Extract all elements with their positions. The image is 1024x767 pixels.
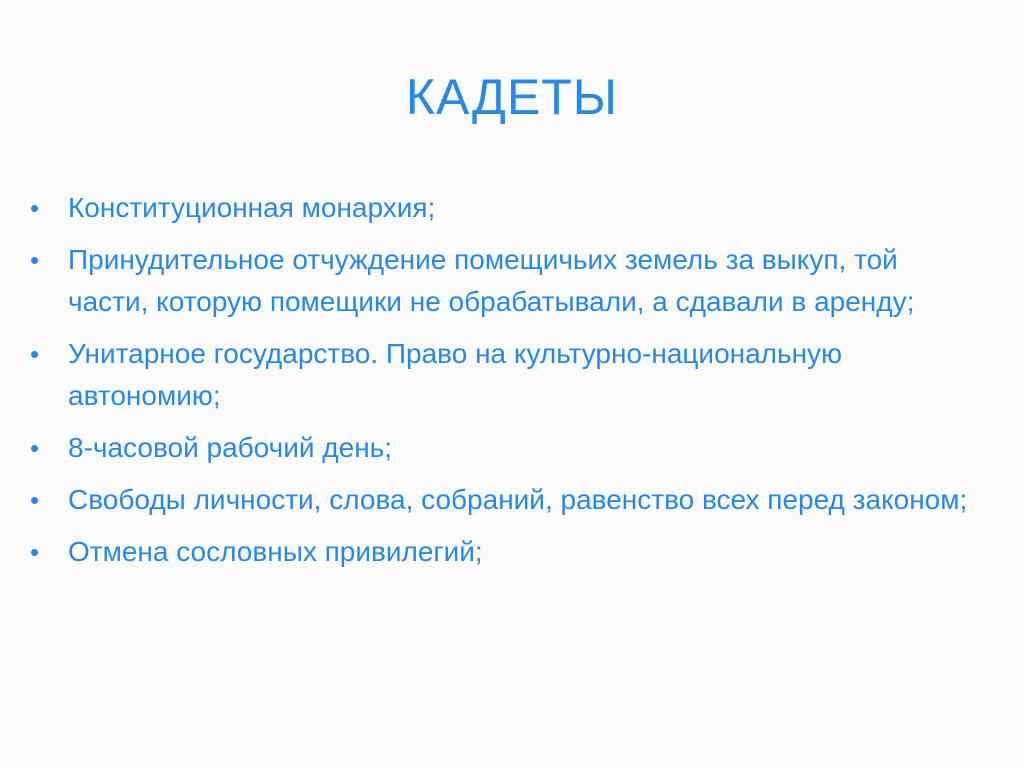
bullet-icon: • <box>30 339 40 369</box>
list-item <box>30 187 970 229</box>
bullet-icon: • <box>30 537 40 567</box>
list-item <box>30 531 970 573</box>
bullet-list <box>30 187 970 583</box>
list-item-text: 8-часовой рабочий день; <box>68 432 393 463</box>
list-item-text: Свободы личности, слова, собраний, равенство всех перед законом; <box>68 484 968 515</box>
bullet-icon: • <box>30 433 40 463</box>
bullet-icon: • <box>30 193 40 223</box>
list-item-text: Отмена сословных привилегий; <box>68 536 483 567</box>
list-item <box>30 239 970 323</box>
list-item <box>30 427 970 469</box>
list-item-text: Унитарное государство. Право на культурно-национальную автономию; <box>68 338 843 411</box>
list-item <box>30 333 970 417</box>
slide-title: КАДЕТЫ <box>405 69 619 125</box>
list-item-text: Конституционная монархия; <box>68 192 436 223</box>
bullet-icon: • <box>30 245 40 275</box>
list-item <box>30 479 970 521</box>
list-item-text: Принудительное отчуждение помещичьих земель за выкуп, той части, которую помещики не обрабатывали, а сдавали в аренду; <box>68 244 915 317</box>
bullet-icon: • <box>30 485 40 515</box>
